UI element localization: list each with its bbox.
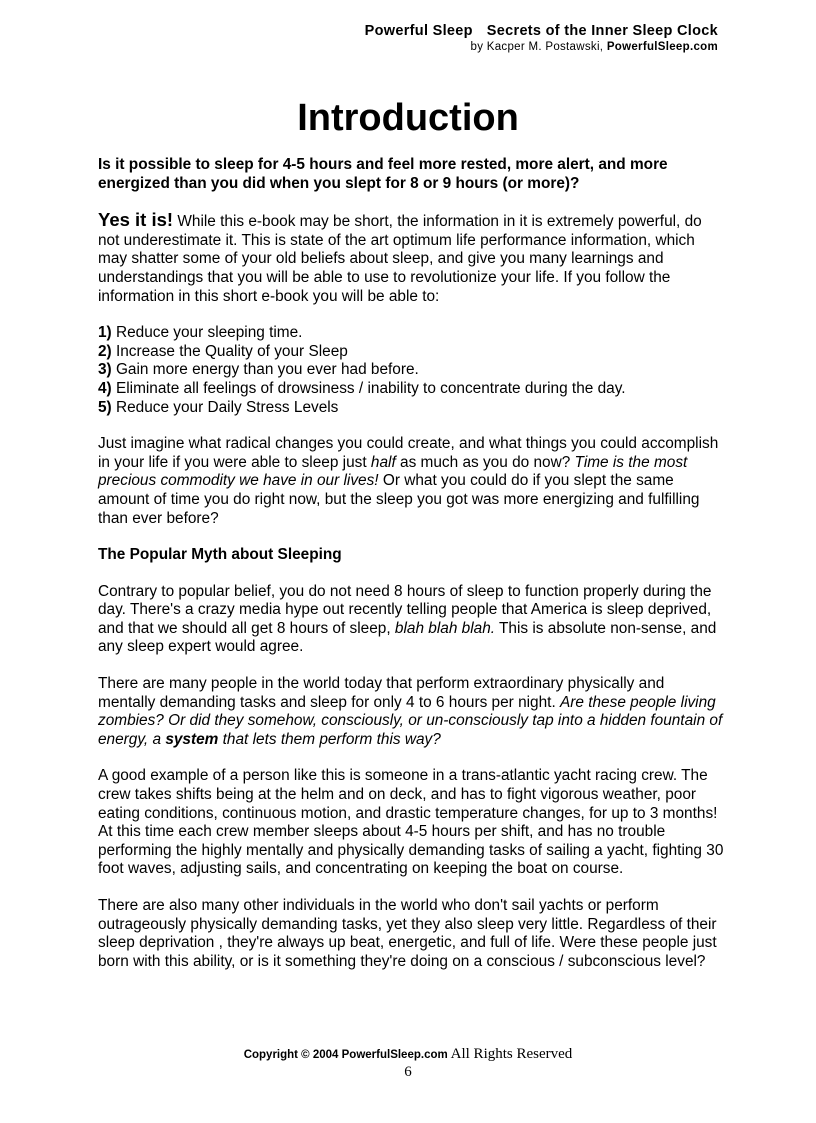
copyright-line: Copyright © 2004 PowerfulSleep.com All Rights Reserved (243, 1046, 573, 1062)
page-title: Introduction (297, 97, 519, 139)
intro-paragraph (98, 211, 724, 306)
contrary-paragraph: Contrary to popular belief, you do not need 8 hours of sleep to function properly during the day. There's a crazy media hype out recently telling people that America is sleep deprived, and that we should all get 8 hours of sleep, blah blah blah. This is absolute non-sense, and any sleep expert would agree. (98, 582, 717, 656)
book-subtitle: Secrets of the Inner Sleep Clock (486, 23, 718, 39)
body-content (98, 156, 724, 971)
list-item: 4) Eliminate all feelings of drowsiness / inability to concentrate during the day. (98, 379, 626, 397)
list-item: 5) Reduce your Daily Stress Levels (98, 398, 339, 416)
byline-site: PowerfulSleep.com (606, 41, 718, 53)
benefits-list (98, 324, 724, 417)
page-header (365, 22, 718, 54)
intro-question: Is it possible to sleep for 4-5 hours and feel more rested, more alert, and more energized than you did when you slept for 8 or 9 hours (or more)? (98, 156, 668, 192)
list-item: 2) Increase the Quality of your Sleep (98, 342, 348, 360)
byline-author: by Kacper M. Postawski, (470, 41, 604, 53)
many-people-paragraph: There are many people in the world today that perform extraordinary physically and mentally demanding tasks and sleep for only 4 to 6 hours per night. Are these people living zombies? Or did they somehow, consciously, or un-consciously tap into a hidden fountain of energy, a system that lets them perform this way? (98, 675, 723, 748)
intro-lead: Yes it is! (98, 209, 174, 231)
intro-text: While this e-book may be short, the information in it is extremely powerful, do not underestimate it. This is state of the art optimum life performance information, which may shatter some of your old beliefs about sleep, and give you many learnings and understandings that you will be able to use to revolutionize your life. If you follow the information in this short e-book you will be able to: (98, 213, 702, 305)
page-number: 6 (404, 1064, 412, 1080)
page-footer (0, 1046, 816, 1081)
myth-heading: The Popular Myth about Sleeping (98, 546, 342, 564)
list-item: 3) Gain more energy than you ever had before. (98, 361, 419, 379)
book-title: Powerful Sleep (364, 23, 473, 39)
header-title-line (365, 22, 718, 40)
others-paragraph: There are also many other individuals in the world who don't sail yachts or perform outrageously physically demanding tasks, yet they also sleep very little. Regardless of their sleep deprivation , they're always up beat, energetic, and full of life. Were these people just born with this ability, or is it something they're doing on a conscious / subconscious level? (98, 897, 717, 970)
header-byline (365, 40, 718, 54)
list-item: 1) Reduce your sleeping time. (98, 324, 303, 342)
example-paragraph: A good example of a person like this is someone in a trans-atlantic yacht racing crew. The crew takes shifts being at the helm and on deck, and has to fight vigorous weather, poor eating conditions, continuous motion, and drastic temperature changes, for up to 3 months! At this time each crew member sleeps about 4-5 hours per shift, and has no trouble performing the highly mentally and physically demanding tasks of sailing a yacht, fighting 30 foot waves, adjusting sails, and concentrating on keeping the boat on course. (98, 767, 724, 878)
imagine-paragraph: Just imagine what radical changes you could create, and what things you could accomplish in your life if you were able to sleep just half as much as you do now? Time is the most precious commodity we have in our lives! Or what you could do if you slept the same amount of time you do right now, but the sleep you got was more energizing and fulfilling than ever before? (98, 435, 719, 527)
